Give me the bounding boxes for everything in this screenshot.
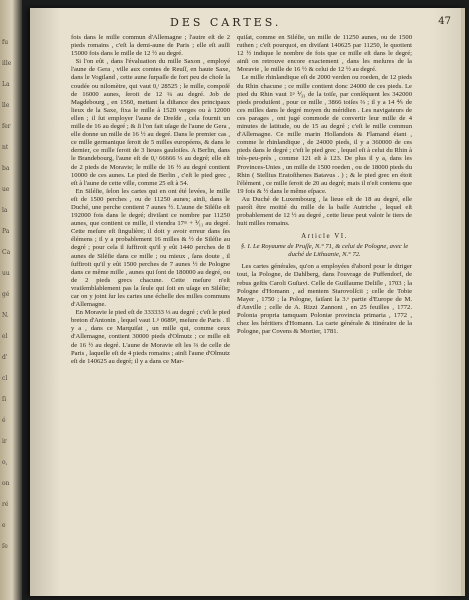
running-title: DES CARTES. xyxy=(170,16,282,29)
previous-page-edge xyxy=(0,0,22,600)
previous-page-fragment: Pa xyxy=(2,228,10,235)
previous-page-fragment: ba xyxy=(2,165,10,172)
running-header xyxy=(90,16,451,32)
previous-page-fragment: N. xyxy=(2,312,9,319)
right-text-column xyxy=(237,34,412,336)
previous-page-fragment: cl xyxy=(2,375,8,382)
previous-page-fragment: é xyxy=(2,417,6,424)
previous-page-fragment: ue xyxy=(2,186,10,193)
previous-page-fragment: ré xyxy=(2,501,9,508)
previous-page-fragment: el xyxy=(2,333,8,340)
paragraph: fois dans le mille commun d'Allemagne ; l'autre eſt de 2 pieds romains , c'eſt la demi-aune de Paris ; elle eſt auſſi 15000 fois dans le mille de 12 ½ au degré. xyxy=(71,34,230,58)
page-edge xyxy=(461,8,465,596)
previous-page-fragment: ſe xyxy=(2,543,8,550)
previous-page-fragment: ille xyxy=(2,60,12,67)
previous-page-fragment: La xyxy=(2,81,10,88)
previous-page-fragment: Ca xyxy=(2,249,11,256)
previous-page-fragment: ſi xyxy=(2,396,7,403)
paragraph: Les cartes générales, qu'on a employées d'abord pour le diriger tout, la Pologne, de Dahlberg, dans l'ouvrage de Puffendorf, de rebus geſtis Caroli Guſtavi. Celle de Guillaume Deliſle , 1703 ; la Pologne d'Homann , ad mentem Starovolſcii ; celle de Tobie Mayer , 1750 ; la Pologne, faiſant la 3.ᵉ partie d'Europe de M. d'Anville ; celle de A. Rizzi Zannoni , en 25 feuilles , 1772. Polonia propria tamquam Poloniæ provincia primaria , 1772 , chez les héritiers d'Homann. La carte générale & itinéraire de la Pologne, par Covens & Mortier, 1781. xyxy=(237,263,412,336)
previous-page-fragment: la xyxy=(2,207,8,214)
paragraph: En Siléſie, ſelon les cartes qui en ont été levées, le mille eſt de 1500 perches , ou de 11250 aunes; ainſi, dans le Duché, une perche contient 7 aunes ½. L'aune de Siléſie eſt 192000 fois dans le degré; diviſant ce nombre par 11250 aunes, que contient ce mille, il viendra 17ᵐ + ⅟₁₁ au degré. Cette meſure eſt ſingulière; il doit y avoir erreur dans ſes élémens ; il y a probablement 16 milles & ½ de Siléſie au degré ; pour cela il ſuffiroit qu'il y eût 1440 perches de 8 aunes de Siléſie dans ce mille ; ou mieux , ſans doute , il ſuffiroit qu'il y eût 1500 perches de 7 aunes ½ de Pologne dans ce même mille , aunes qui ſont de 180000 au degré, ou de 2 pieds grecs chacune. Cette meſure n'eſt vraiſemblablement pas la ſeule qui ſoit en uſage en Siléſie; car on y joint ſur les cartes une échelle des milles communs d'Allemagne. xyxy=(71,187,230,309)
previous-page-fragment: ir xyxy=(2,438,7,445)
previous-page-fragment: nt xyxy=(2,144,9,151)
section-subheading: §. I. Le Royaume de Pruſſe, N.° 71, & celui de Pologne, avec le duché de Lithuanie, N.° 72. xyxy=(240,243,409,259)
previous-page-fragment: fer xyxy=(2,123,11,130)
previous-page-fragment: o, xyxy=(2,459,8,466)
previous-page-fragment: gé xyxy=(2,291,10,298)
previous-page-fragment: uu xyxy=(2,270,10,277)
article-heading: Article VI. xyxy=(301,232,348,241)
paragraph: En Moravie le pied eſt de 333333 ⅓ au degré ; c'eſt le pied breton d'Antonin , lequel vaut 1.ᵖ 0689ᵖ, meſure de Paris . Il y a , dans ce Marquiſat , un mille qui, comme ceux d'Allemagne, contient 30000 pieds d'Olmutz ; ce mille eſt de 16 ½ au degré. L'aune de Moravie eſt les ⅔ de celle de Paris , laquelle eſt de 4 pieds romains ; ainſi l'aune d'Olmutz eſt de 140625 au degré; il y a dans ce Mar- xyxy=(71,309,230,365)
left-text-column xyxy=(71,34,230,366)
previous-page-fragment: on xyxy=(2,480,10,487)
previous-page-fragment: d' xyxy=(2,354,8,361)
previous-page-fragment: e xyxy=(2,522,6,529)
paragraph: quiſat, comme en Siléſie, un mille de 11250 aunes, ou de 1500 ruthen ; c'eſt pourquoi, en diviſant 140625 par 11250, le quotient 12 ½ indique le nombre de fois que ce mille eſt dans le degré; ainſi on retrouve encore exactement , dans les meſures de la Moravie , le mille de 16 ½ & celui de 12 ½ au degré. xyxy=(237,34,412,74)
paragraph: Le mille rhinlandique eſt de 2000 verden ou roeden, de 12 pieds du Rhin chacune ; ce mille contient donc 24000 de ces pieds. Le pied du Rhin vaut 1ᵖ ⅟₃₃ de la toiſe, par conſéquent les 342000 pieds produiſent , pour ce mille , 3866 toiſes ⅔ ; il y a 14 ⅘ de ces milles dans le degré moyen du méridien . Les navigateurs de ces parages , ont jugé commode de convertir leur mille de 4 minutes de latitude, ou de 15 au degré ; c'eſt le mille commun d'Allemagne. Ce mille marin Hollandois & Flamand étant , comme le rhinlandique , de 24000 pieds, il y a 360000 de ces pieds dans le degré ; c'eſt le pied grec , lequel eſt à celui du Rhin à très-peu-près , comme 121 eſt à 123. De plus il y a, dans les Provinces-Unies , un mille de 1500 roeden , ou de 18000 pieds du Rhin ( Stellius Eratoſthenes Batavus . ) ; & le pied grec en étoit l'élément , ce mille ſeroit de 20 au degré; mais il n'eſt contenu que 19 fois & ½ dans le même eſpace. xyxy=(237,74,412,195)
paragraph: Au Duché de Luxembourg , la lieue eſt de 18 au degré, elle paroît être moitié du mille de la baſſe Autriche , lequel eſt probablement de 12 ½ au degré , cette lieue peut valoir le tiers de huit milles romains. xyxy=(237,195,412,228)
paragraph: Si l'on eût , dans l'évaluation du mille Saxon , employé l'aune de Gera , ville aux comtes de Reuſſ, en haute Saxe, dans le Vogtland , cette aune ſurpaſſe de fort peu de choſe la coudée ou nilomètre, qui vaut 0,ᵗ 28525 ; le mille, compoſé de 16000 aunes, ſeroit de 12 ¼ au degré. Job de Magdebourg , en 1560, mettant la diſtance des principaux lieux de la Saxe, fixa le mille à 1520 verges ou à 12000 ellen ; il ſut employer l'aune de Dreſde , cela fournit un mille de 16 au degré ; & ſi l'on fait uſage de l'aune de Gera , elle donne un mille de 16 ½ au degré. Dans le premier cas , ce mille germanique ſeroit de 5 milles européens, & dans le dernier, ce mille ſeroit de 3 lieues gauloiſes. A Berlin, dans le Brandebourg, l'aune eſt de 0,ᵗ 66666 ⅓ au degré; elle eſt de 2 pieds de Moravie; le mille de 16 ½ au degré contient 10000 de ces aunes. Le pied de Berlin , c'eſt le pied grec , eſt à l'aune de cette ville, comme 25 eſt à 54. xyxy=(71,58,230,187)
previous-page-fragment: lle xyxy=(2,102,10,109)
page-number: 47 xyxy=(438,16,451,27)
previous-page-fragment: fu xyxy=(2,39,9,46)
book-page xyxy=(30,8,465,596)
